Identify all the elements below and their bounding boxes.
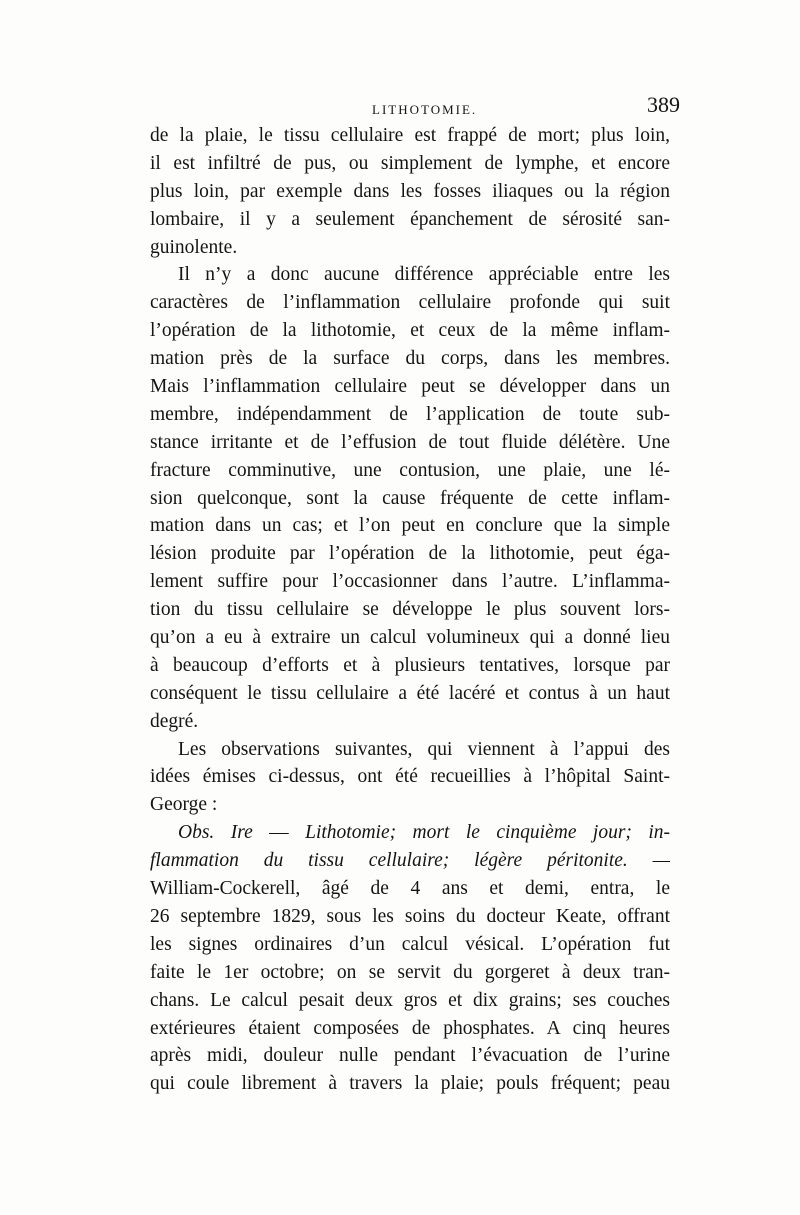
text-line: sion quelconque, sont la cause fréquente de cette inflam- bbox=[150, 487, 670, 509]
text-line: idées émises ci-dessus, ont été recueillies à l’hôpital Saint- bbox=[150, 766, 670, 788]
obs-dash: — bbox=[252, 822, 306, 844]
text-line: conséquent le tissu cellulaire a été lacéré et contus à un haut bbox=[150, 682, 670, 704]
text-line: George : bbox=[150, 794, 218, 816]
text-line: guinolente. bbox=[150, 236, 238, 258]
text-line: extérieures étaient composées de phosphates. A cinq heures bbox=[150, 1017, 670, 1039]
text-line: mation dans un cas; et l’on peut en conclure que la simple bbox=[150, 515, 670, 537]
text-line: Mais l’inflammation cellulaire peut se développer dans un bbox=[150, 376, 670, 398]
text-line: lombaire, il y a seulement épanchement de sérosité san- bbox=[150, 208, 670, 230]
text-line: degré. bbox=[150, 710, 199, 732]
text-line: fracture comminutive, une contusion, une plaie, une lé- bbox=[150, 459, 670, 481]
obs-title: Lithotomie; mort le cinquième jour; in- bbox=[305, 822, 670, 844]
text-line: stance irritante et de l’effusion de tout fluide délétère. Une bbox=[150, 431, 670, 453]
text-line: mation près de la surface du corps, dans les membres. bbox=[150, 348, 670, 370]
text-line: caractères de l’inflammation cellulaire profonde qui suit bbox=[150, 292, 670, 314]
text-line: tion du tissu cellulaire se développe le plus souvent lors- bbox=[150, 599, 670, 621]
text-line: faite le 1er octobre; on se servit du gorgeret à deux tran- bbox=[150, 961, 670, 983]
observation-heading bbox=[150, 819, 670, 847]
text-line: membre, indépendamment de l’application de toute sub- bbox=[150, 403, 670, 425]
text-line: plus loin, par exemple dans les fosses iliaques ou la région bbox=[150, 180, 670, 202]
text-line: William-Cockerell, âgé de 4 ans et demi, entra, le bbox=[150, 878, 670, 900]
text-line: Il n’y a donc aucune différence appréciable entre les bbox=[178, 264, 670, 286]
text-line: lésion produite par l’opération de la lithotomie, peut éga- bbox=[150, 543, 670, 565]
text-line: lement suffire pour l’occasionner dans l’autre. L’inflamma- bbox=[150, 571, 670, 593]
text-line: à beaucoup d’efforts et à plusieurs tentatives, lorsque par bbox=[150, 654, 670, 676]
text-line: de la plaie, le tissu cellulaire est frappé de mort; plus loin, bbox=[150, 125, 670, 146]
text-line: l’opération de la lithotomie, et ceux de la même inflam- bbox=[150, 320, 670, 342]
text-line: qu’on a eu à extraire un calcul volumineux qui a donné lieu bbox=[150, 627, 670, 649]
text-line: après midi, douleur nulle pendant l’évacuation de l’urine bbox=[150, 1045, 670, 1067]
text-line: chans. Le calcul pesait deux gros et dix grains; ses couches bbox=[150, 989, 670, 1011]
text-line: il est infiltré de pus, ou simplement de lymphe, et encore bbox=[150, 152, 670, 174]
obs-label: Obs. Ire bbox=[178, 822, 253, 844]
text-line: flammation du tissu cellulaire; légère péritonite. — bbox=[150, 850, 670, 872]
text-line: les signes ordinaires d’un calcul vésical. L’opération fut bbox=[150, 933, 670, 955]
text-line: qui coule librement à travers la plaie; pouls fréquent; peau bbox=[150, 1073, 670, 1095]
page-header bbox=[150, 92, 680, 122]
text-line: 26 septembre 1829, sous les soins du docteur Keate, offrant bbox=[150, 905, 670, 927]
running-title: LITHOTOMIE. bbox=[372, 102, 478, 117]
text-line: Les observations suivantes, qui viennent à l’appui des bbox=[178, 738, 670, 760]
body-text bbox=[150, 122, 670, 1098]
page-number: 389 bbox=[647, 92, 680, 117]
